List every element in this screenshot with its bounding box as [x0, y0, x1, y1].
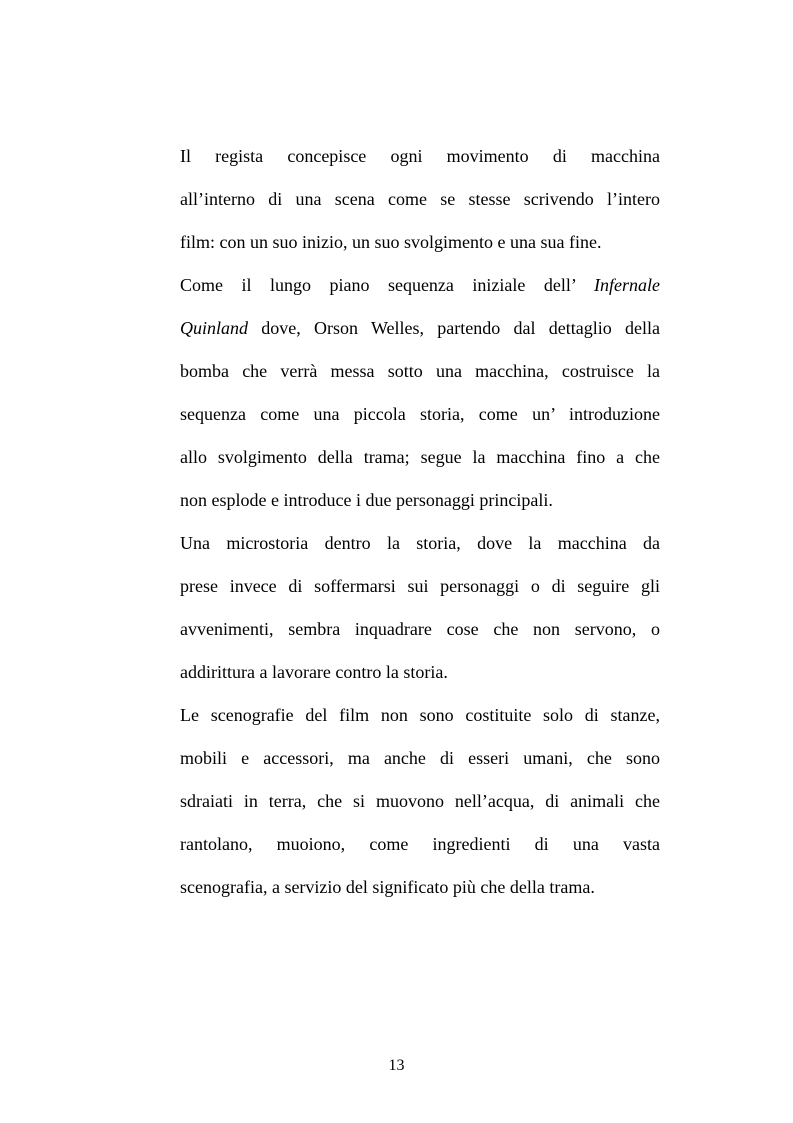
text-segment: dove, Orson Welles, partendo dal dettaglio della [261, 318, 660, 338]
text-line [180, 264, 660, 307]
text-line: scenografia, a servizio del significato più che della trama. [180, 877, 595, 897]
paragraph-4 [180, 694, 660, 909]
text-line: Una microstoria dentro la storia, dove la macchina da [180, 533, 660, 553]
paragraph-3 [180, 522, 660, 694]
text-line: Il regista concepisce ogni movimento di macchina [180, 146, 660, 166]
text-line: all’interno di una scena come se stesse scrivendo l’intero [180, 189, 660, 209]
text-line [180, 307, 660, 350]
text-line: avvenimenti, sembra inquadrare cose che non servono, o [180, 619, 660, 639]
text-line: addirittura a lavorare contro la storia. [180, 662, 448, 682]
text-line: Le scenografie del film non sono costituite solo di stanze, [180, 705, 660, 725]
text-line: bomba che verrà messa sotto una macchina, costruisce la [180, 361, 660, 381]
paragraph-2 [180, 264, 660, 522]
text-line: mobili e accessori, ma anche di esseri umani, che sono [180, 748, 660, 768]
film-title-italic: Infernale [594, 275, 661, 295]
paragraph-1 [180, 135, 660, 264]
text-line: sequenza come una piccola storia, come un’ introduzione [180, 404, 660, 424]
body-text [180, 135, 660, 909]
text-line: non esplode e introduce i due personaggi principali. [180, 490, 553, 510]
text-line: allo svolgimento della trama; segue la macchina fino a che [180, 447, 660, 467]
text-line: film: con un suo inizio, un suo svolgimento e una sua fine. [180, 232, 602, 252]
film-title-italic: Quinland [180, 318, 249, 338]
text-line: sdraiati in terra, che si muovono nell’acqua, di animali che [180, 791, 660, 811]
text-segment: Come il lungo piano sequenza iniziale dell’ [180, 275, 576, 295]
page-number: 13 [388, 1057, 405, 1074]
text-line: prese invece di soffermarsi sui personaggi o di seguire gli [180, 576, 660, 596]
text-line: rantolano, muoiono, come ingredienti di una vasta [180, 834, 660, 854]
